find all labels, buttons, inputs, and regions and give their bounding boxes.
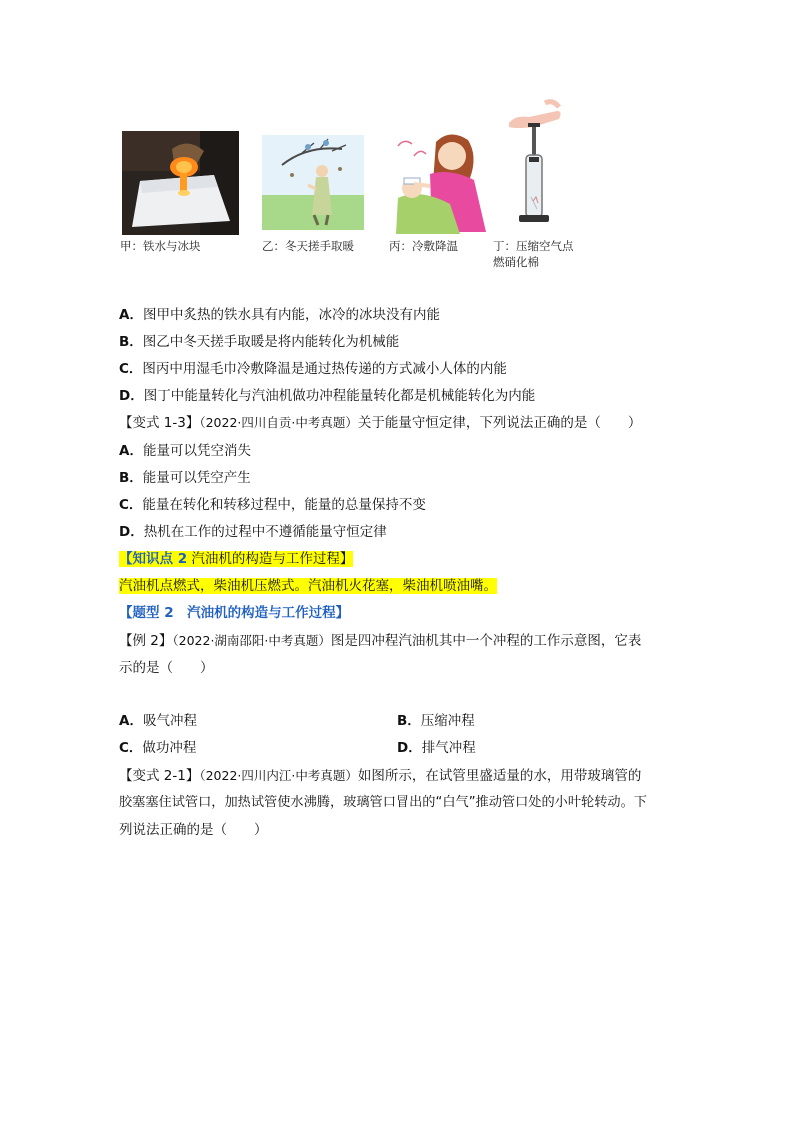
question-stem: 关于能量守恒定律，下列说法正确的是（ ） xyxy=(357,415,642,431)
q2-option-c xyxy=(119,495,426,515)
figure-iron-ice xyxy=(122,131,239,235)
option-letter: B． xyxy=(397,713,421,729)
q2-option-a xyxy=(119,441,251,461)
question-source: （2022·四川内江·中考真题） xyxy=(199,768,358,783)
knowledge-body xyxy=(119,576,497,596)
compress-air-image xyxy=(505,97,563,229)
topic-tag: 【题型 2 xyxy=(119,605,174,621)
question-stem: 如图所示，在试管里盛适量的水，用带玻璃管的 xyxy=(357,768,642,784)
figure-cold-compress xyxy=(390,128,494,238)
option-text: 能量在转化和转移过程中，能量的总量保持不变 xyxy=(142,497,426,513)
figure-caption-cold-compress: 丙：冷敷降温 xyxy=(389,239,458,253)
figure-caption-compress-air-line2: 燃硝化棉 xyxy=(493,255,539,269)
variant21-line2: 胶塞塞住试管口，加热试管使水沸腾，玻璃管口冒出的“白气”推动管口处的小叶轮转动。下 xyxy=(119,795,647,810)
knowledge-title: 汽油机的构造与工作过程】 xyxy=(187,551,354,567)
q1-option-a xyxy=(119,305,440,325)
option-text: 能量可以凭空消失 xyxy=(142,443,251,459)
question-source: （2022·四川自贡·中考真题） xyxy=(199,415,358,430)
option-letter: D． xyxy=(119,388,144,404)
figure-caption-iron-ice: 甲：铁水与冰块 xyxy=(120,239,201,253)
q1-option-c xyxy=(119,359,507,379)
example2-option-c xyxy=(119,738,196,758)
knowledge-heading xyxy=(119,549,353,569)
figure-caption-rubbing-hands: 乙：冬天搓手取暖 xyxy=(262,239,354,253)
option-text: 压缩冲程 xyxy=(420,713,475,729)
example2-option-a xyxy=(119,711,197,731)
question-tag: 【变式 1-3】 xyxy=(119,415,200,431)
topic-heading xyxy=(119,603,349,623)
option-letter: D． xyxy=(397,740,422,756)
question-stem: 图是四冲程汽油机其中一个冲程的工作示意图，它表 xyxy=(330,633,642,649)
knowledge-tag: 【知识点 2 xyxy=(119,551,188,567)
q2-option-d xyxy=(119,522,387,542)
figure-rubbing-hands xyxy=(262,135,364,230)
q1-option-b xyxy=(119,332,399,352)
option-letter: A． xyxy=(119,307,143,323)
option-letter: A． xyxy=(119,713,143,729)
q1-option-d xyxy=(119,386,535,406)
example2-option-d xyxy=(397,738,476,758)
option-letter: D． xyxy=(119,524,144,540)
option-text: 能量可以凭空产生 xyxy=(142,470,251,486)
cold-compress-image xyxy=(390,128,494,238)
question-tag: 【变式 2-1】 xyxy=(119,768,200,784)
variant21-line3: 列说法正确的是（ ） xyxy=(119,822,268,838)
option-text: 排气冲程 xyxy=(421,740,476,756)
option-letter: A． xyxy=(119,443,143,459)
option-text: 图丙中用湿毛巾冷敷降温是通过热传递的方式减小人体的内能 xyxy=(142,361,507,377)
option-letter: C． xyxy=(119,361,143,377)
question-tag: 【例 2】 xyxy=(119,633,173,649)
option-letter: C． xyxy=(119,497,143,513)
option-letter: B． xyxy=(119,334,143,350)
option-letter: B． xyxy=(119,470,143,486)
option-text: 图甲中炙热的铁水具有内能，冰冷的冰块没有内能 xyxy=(142,307,440,323)
question-source: （2022·湖南邵阳·中考真题） xyxy=(172,633,331,648)
example2-option-b xyxy=(397,711,475,731)
example2-stem-line1 xyxy=(119,631,641,651)
option-letter: C． xyxy=(119,740,143,756)
example2-stem-line2: 示的是（ ） xyxy=(119,660,214,676)
figure-compress-air xyxy=(505,97,563,229)
option-text: 吸气冲程 xyxy=(142,713,197,729)
option-text: 热机在工作的过程中不遵循能量守恒定律 xyxy=(143,524,387,540)
option-text: 图乙中冬天搓手取暖是将内能转化为机械能 xyxy=(142,334,400,350)
figure-caption-compress-air-line1: 丁：压缩空气点 xyxy=(493,239,574,253)
topic-title: 汽油机的构造与工作过程】 xyxy=(173,605,350,621)
q2-stem xyxy=(119,413,641,433)
q2-option-b xyxy=(119,468,251,488)
option-text: 图丁中能量转化与汽油机做功冲程能量转化都是机械能转化为内能 xyxy=(143,388,536,404)
variant21-line1 xyxy=(119,766,641,786)
knowledge-heading-highlight xyxy=(119,551,353,567)
rubbing-hands-image xyxy=(262,135,364,230)
knowledge-body-text: 汽油机点燃式，柴油机压燃式。汽油机火花塞，柴油机喷油嘴。 xyxy=(119,578,497,594)
iron-ice-image xyxy=(122,131,239,235)
option-text: 做功冲程 xyxy=(142,740,197,756)
